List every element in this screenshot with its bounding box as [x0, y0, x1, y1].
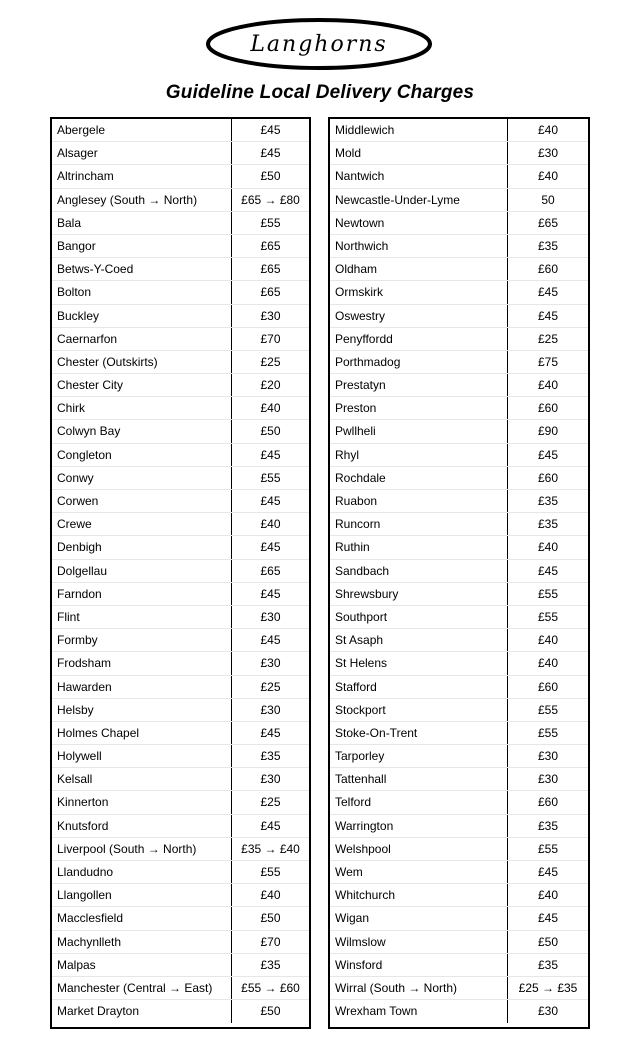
delivery-price: £45	[260, 447, 281, 462]
delivery-price: £35	[537, 818, 559, 833]
table-row	[52, 768, 309, 791]
table-row	[52, 907, 309, 930]
table-row	[52, 281, 309, 304]
table-row	[52, 467, 309, 490]
delivery-price: £30	[260, 772, 281, 787]
delivery-price: £45	[260, 123, 281, 137]
delivery-price: £55	[537, 702, 559, 717]
delivery-price: £45	[260, 146, 281, 161]
table-row	[330, 907, 588, 930]
delivery-price: £60	[537, 679, 559, 694]
delivery-price: £40	[537, 169, 559, 184]
table-row	[330, 351, 588, 374]
place-name: Oldham	[330, 258, 508, 280]
place-name: Market Drayton	[52, 1000, 232, 1023]
table-row	[330, 745, 588, 768]
place-name: Caernarfon	[52, 328, 232, 350]
table-row	[330, 119, 588, 142]
table-row	[52, 699, 309, 722]
table-row	[52, 583, 309, 606]
place-name: Bolton	[52, 281, 232, 303]
delivery-price: £55	[537, 725, 559, 740]
delivery-table-right	[328, 117, 590, 1029]
delivery-price: £45	[537, 285, 559, 300]
delivery-price: £30	[260, 609, 281, 624]
delivery-price: £55	[537, 586, 559, 601]
place-name: Oswestry	[330, 305, 508, 327]
table-row	[330, 560, 588, 583]
delivery-price: £35	[260, 957, 281, 972]
table-row	[52, 212, 309, 235]
table-row	[52, 513, 309, 536]
table-row	[330, 165, 588, 188]
table-row	[52, 165, 309, 188]
table-row	[330, 258, 588, 281]
delivery-price: 50	[541, 192, 555, 207]
place-name: Denbigh	[52, 536, 232, 558]
delivery-price: £40	[537, 656, 559, 671]
table-row	[330, 931, 588, 954]
place-name: Stockport	[330, 699, 508, 721]
place-name: Llangollen	[52, 884, 232, 906]
delivery-price: £25	[260, 679, 281, 694]
table-row	[330, 629, 588, 652]
place-name: Wem	[330, 861, 508, 883]
table-row	[330, 467, 588, 490]
place-name: Crewe	[52, 513, 232, 535]
place-name: Wigan	[330, 907, 508, 929]
delivery-price: £35	[537, 517, 559, 532]
place-name: Formby	[52, 629, 232, 651]
place-name: Knutsford	[52, 815, 232, 837]
brand-logo	[206, 18, 432, 70]
table-row	[330, 212, 588, 235]
delivery-price: £40	[260, 517, 281, 532]
delivery-price: £45	[260, 540, 281, 555]
table-row	[52, 931, 309, 954]
table-row	[52, 536, 309, 559]
place-name: Newcastle-Under-Lyme	[330, 189, 508, 211]
table-row	[330, 281, 588, 304]
delivery-price: £30	[537, 146, 559, 161]
place-name: Holywell	[52, 745, 232, 767]
table-row	[52, 745, 309, 768]
place-name: Dolgellau	[52, 560, 232, 582]
delivery-price: £60	[537, 262, 559, 277]
delivery-price: £35 → £40	[241, 841, 300, 856]
delivery-price: £30	[537, 772, 559, 787]
table-row	[52, 722, 309, 745]
delivery-price: £30	[260, 702, 281, 717]
place-name: Machynlleth	[52, 931, 232, 953]
place-name: Alsager	[52, 142, 232, 164]
place-name: Malpas	[52, 954, 232, 976]
table-row	[330, 1000, 588, 1023]
delivery-price: £40	[537, 123, 559, 137]
table-row	[330, 676, 588, 699]
table-row	[330, 374, 588, 397]
place-name: Betws-Y-Coed	[52, 258, 232, 280]
delivery-price: £50	[260, 169, 281, 184]
table-row	[52, 142, 309, 165]
place-name: Liverpool (South → North)	[52, 838, 232, 860]
table-row	[330, 189, 588, 212]
delivery-price: £40	[537, 540, 559, 555]
place-name: Winsford	[330, 954, 508, 976]
table-row	[52, 258, 309, 281]
place-name: Preston	[330, 397, 508, 419]
place-name: Pwllheli	[330, 420, 508, 442]
table-row	[330, 861, 588, 884]
table-row	[52, 119, 309, 142]
place-name: Buckley	[52, 305, 232, 327]
delivery-price: £65	[260, 563, 281, 578]
table-row	[330, 838, 588, 861]
place-name: Chester City	[52, 374, 232, 396]
delivery-price: £25	[260, 795, 281, 810]
place-name: Rochdale	[330, 467, 508, 489]
table-row	[52, 977, 309, 1000]
place-name: Farndon	[52, 583, 232, 605]
delivery-price: £70	[260, 331, 281, 346]
delivery-price: £30	[260, 656, 281, 671]
delivery-price: £20	[260, 378, 281, 393]
table-row	[52, 815, 309, 838]
table-row	[52, 189, 309, 212]
brand-logo-svg	[206, 18, 432, 70]
place-name: Congleton	[52, 444, 232, 466]
delivery-price: £35	[260, 749, 281, 764]
place-name: Stafford	[330, 676, 508, 698]
delivery-price: £45	[537, 563, 559, 578]
place-name: Kelsall	[52, 768, 232, 790]
place-name: Colwyn Bay	[52, 420, 232, 442]
table-row	[52, 374, 309, 397]
table-row	[330, 815, 588, 838]
place-name: Northwich	[330, 235, 508, 257]
table-row	[330, 328, 588, 351]
table-row	[52, 884, 309, 907]
place-name: St Asaph	[330, 629, 508, 651]
place-name: Newtown	[330, 212, 508, 234]
table-row	[52, 420, 309, 443]
place-name: Runcorn	[330, 513, 508, 535]
delivery-price: £50	[537, 934, 559, 949]
table-row	[330, 235, 588, 258]
delivery-price: £40	[537, 633, 559, 648]
table-row	[52, 305, 309, 328]
place-name: Tarporley	[330, 745, 508, 767]
table-row	[330, 652, 588, 675]
table-row	[52, 397, 309, 420]
table-row	[330, 490, 588, 513]
delivery-table-left	[50, 117, 311, 1029]
place-name: Llandudno	[52, 861, 232, 883]
delivery-price: £30	[537, 1004, 559, 1019]
table-row	[330, 420, 588, 443]
delivery-price: £45	[537, 911, 559, 926]
place-name: Anglesey (South → North)	[52, 189, 232, 211]
table-row	[52, 954, 309, 977]
place-name: Whitchurch	[330, 884, 508, 906]
place-name: Helsby	[52, 699, 232, 721]
delivery-price: £55	[260, 470, 281, 485]
place-name: Corwen	[52, 490, 232, 512]
place-name: Porthmadog	[330, 351, 508, 373]
table-row	[52, 560, 309, 583]
delivery-price: £55 → £60	[241, 980, 300, 995]
table-row	[330, 142, 588, 165]
table-row	[330, 513, 588, 536]
delivery-price: £45	[537, 865, 559, 879]
delivery-price: £60	[537, 470, 559, 485]
place-name: Hawarden	[52, 676, 232, 698]
delivery-price: £25 → £35	[518, 980, 578, 995]
table-row	[330, 791, 588, 814]
table-row	[52, 606, 309, 629]
table-row	[52, 791, 309, 814]
delivery-price: £60	[537, 795, 559, 810]
place-name: Telford	[330, 791, 508, 813]
place-name: Nantwich	[330, 165, 508, 187]
table-row	[52, 235, 309, 258]
delivery-price: £40	[260, 888, 281, 903]
delivery-price: £45	[260, 725, 281, 740]
place-name: Kinnerton	[52, 791, 232, 813]
delivery-price: £65	[537, 215, 559, 230]
table-row	[52, 444, 309, 467]
table-row	[52, 490, 309, 513]
place-name: Chirk	[52, 397, 232, 419]
table-row	[52, 1000, 309, 1023]
table-row	[330, 884, 588, 907]
table-row	[330, 397, 588, 420]
place-name: Prestatyn	[330, 374, 508, 396]
delivery-price: £45	[260, 494, 281, 508]
table-row	[330, 954, 588, 977]
place-name: Bala	[52, 212, 232, 234]
table-row	[330, 977, 588, 1000]
place-name: Mold	[330, 142, 508, 164]
place-name: Manchester (Central → East)	[52, 977, 232, 999]
delivery-price: £40	[260, 401, 281, 416]
place-name: Stoke-On-Trent	[330, 722, 508, 744]
table-row	[330, 583, 588, 606]
delivery-price: £55	[260, 865, 281, 879]
delivery-price: £55	[260, 215, 281, 230]
place-name: Conwy	[52, 467, 232, 489]
table-row	[330, 305, 588, 328]
brand-logo-text: Langhorns	[250, 32, 388, 57]
place-name: Ruthin	[330, 536, 508, 558]
delivery-price: £45	[260, 586, 281, 601]
table-row	[330, 722, 588, 745]
place-name: Wilmslow	[330, 931, 508, 953]
place-name: Wirral (South → North)	[330, 977, 508, 999]
delivery-price: £65	[260, 285, 281, 300]
delivery-price: £60	[537, 401, 559, 416]
place-name: Chester (Outskirts)	[52, 351, 232, 373]
place-name: Sandbach	[330, 560, 508, 582]
table-row	[52, 328, 309, 351]
table-row	[52, 861, 309, 884]
delivery-price: £45	[537, 447, 559, 462]
table-row	[330, 699, 588, 722]
place-name: St Helens	[330, 652, 508, 674]
delivery-price: £65	[260, 238, 281, 253]
delivery-price: £45	[260, 818, 281, 833]
place-name: Altrincham	[52, 165, 232, 187]
delivery-price: £25	[537, 331, 559, 346]
table-row	[52, 629, 309, 652]
place-name: Middlewich	[330, 119, 508, 141]
delivery-price: £55	[537, 841, 559, 856]
delivery-price: £70	[260, 934, 281, 949]
table-row	[52, 676, 309, 699]
place-name: Welshpool	[330, 838, 508, 860]
delivery-price: £30	[260, 308, 281, 323]
delivery-price: £25	[260, 354, 281, 369]
delivery-price: £40	[537, 888, 559, 903]
place-name: Holmes Chapel	[52, 722, 232, 744]
place-name: Wrexham Town	[330, 1000, 508, 1023]
delivery-price: £35	[537, 494, 559, 508]
delivery-price: £40	[537, 378, 559, 393]
delivery-price: £50	[260, 1004, 281, 1019]
place-name: Penyffordd	[330, 328, 508, 350]
table-row	[330, 768, 588, 791]
place-name: Macclesfield	[52, 907, 232, 929]
table-row	[330, 606, 588, 629]
place-name: Ormskirk	[330, 281, 508, 303]
page-title: Guideline Local Delivery Charges	[165, 82, 475, 103]
place-name: Shrewsbury	[330, 583, 508, 605]
delivery-price: £50	[260, 911, 281, 926]
delivery-price: £75	[537, 354, 559, 369]
table-row	[52, 351, 309, 374]
delivery-price: £65 → £80	[241, 192, 300, 207]
delivery-price: £45	[260, 633, 281, 648]
table-row	[52, 838, 309, 861]
place-name: Flint	[52, 606, 232, 628]
place-name: Tattenhall	[330, 768, 508, 790]
delivery-price: £35	[537, 957, 559, 972]
delivery-price: £30	[537, 749, 559, 764]
place-name: Abergele	[52, 119, 232, 141]
place-name: Southport	[330, 606, 508, 628]
place-name: Frodsham	[52, 652, 232, 674]
place-name: Bangor	[52, 235, 232, 257]
delivery-price: £45	[537, 308, 559, 323]
delivery-price: £35	[537, 238, 559, 253]
table-row	[330, 444, 588, 467]
place-name: Warrington	[330, 815, 508, 837]
delivery-price: £90	[537, 424, 559, 439]
table-row	[52, 652, 309, 675]
place-name: Ruabon	[330, 490, 508, 512]
delivery-price: £50	[260, 424, 281, 439]
place-name: Rhyl	[330, 444, 508, 466]
table-row	[330, 536, 588, 559]
delivery-price: £65	[260, 262, 281, 277]
delivery-price: £55	[537, 609, 559, 624]
